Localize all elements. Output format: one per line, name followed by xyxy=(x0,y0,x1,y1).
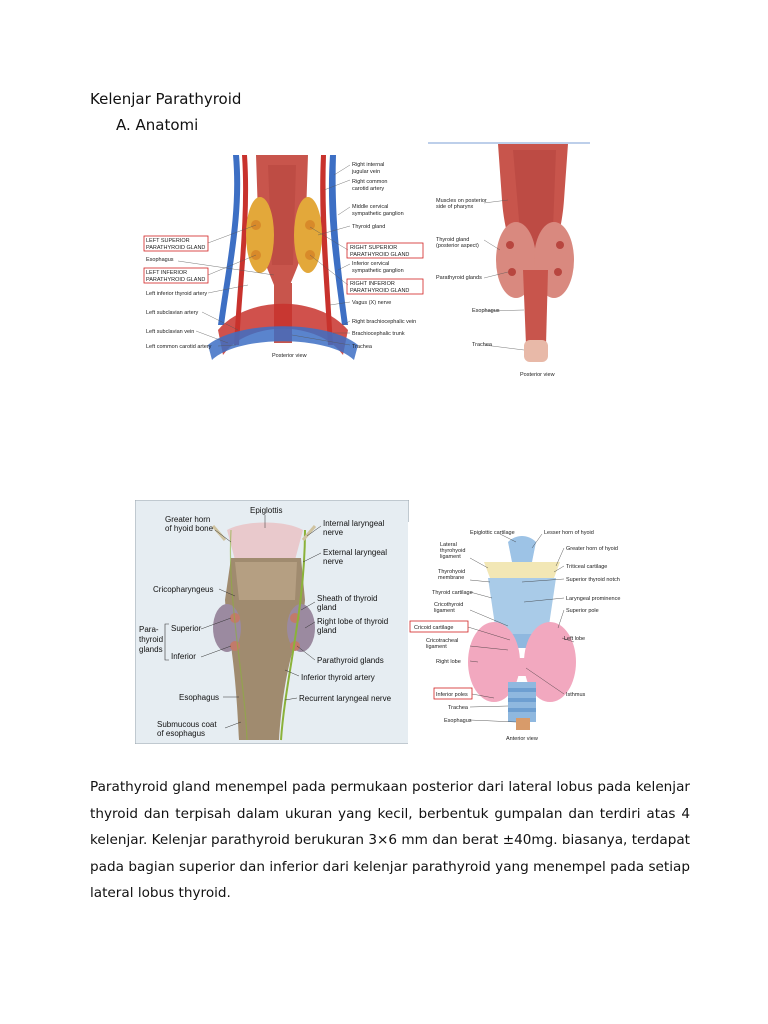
label: (posterior aspect) xyxy=(436,243,479,249)
label: Thyrohyoid xyxy=(438,569,466,575)
label: sympathetic ganglion xyxy=(352,211,404,217)
label: Trachea xyxy=(472,342,492,348)
label: gland xyxy=(317,626,337,635)
label: Right common xyxy=(352,179,388,185)
label: Left subclavian vein xyxy=(146,329,195,335)
figure-posterior-pharynx xyxy=(428,140,590,380)
label: Trachea xyxy=(352,344,372,350)
label: Parathyroid glands xyxy=(317,656,384,665)
label: Brachiocephalic trunk xyxy=(352,331,405,337)
label: Greater horn of hyoid xyxy=(566,546,618,552)
label: Inferior cervical xyxy=(352,261,390,267)
label: Thyroid gland xyxy=(436,237,470,243)
label: LEFT SUPERIOR xyxy=(146,238,190,244)
label: gland xyxy=(317,603,337,612)
label: Esophagus xyxy=(444,718,472,724)
label: nerve xyxy=(323,528,344,537)
label: RIGHT INFERIOR xyxy=(350,281,395,287)
label: RIGHT SUPERIOR xyxy=(350,245,398,251)
label: Right lobe of thyroid xyxy=(317,617,389,626)
label: sympathetic ganglion xyxy=(352,268,404,274)
label: Superior thyroid notch xyxy=(566,577,620,583)
label: Inferior xyxy=(171,652,196,661)
label: Inferior poles xyxy=(436,692,468,698)
label: Right brachiocephalic vein xyxy=(352,319,417,325)
label: thyrohyoid xyxy=(440,548,466,554)
label: Laryngeal prominence xyxy=(566,596,621,602)
label: Cricoid cartilage xyxy=(414,625,454,631)
label: Cricotracheal xyxy=(426,638,459,644)
figure-parathyroid-esophagus xyxy=(135,500,409,744)
label: PARATHYROID GLAND xyxy=(146,277,206,283)
label: Superior xyxy=(171,624,202,633)
label: membrane xyxy=(438,575,465,581)
label: Esophagus xyxy=(472,308,500,314)
label: carotid artery xyxy=(352,186,385,192)
label: Epiglottic cartilage xyxy=(470,530,515,536)
label: ligament xyxy=(440,554,461,560)
label: Submucous coat xyxy=(157,720,217,729)
label: ligament xyxy=(434,608,455,614)
label: PARATHYROID GLAND xyxy=(350,252,410,258)
label: External laryngeal xyxy=(323,548,388,557)
label: Middle cervical xyxy=(352,204,389,210)
label: Recurrent laryngeal nerve xyxy=(299,694,392,703)
figure-posterior-neck xyxy=(138,155,426,370)
label: Inferior thyroid artery xyxy=(301,673,375,682)
label: Thyroid cartilage xyxy=(432,590,473,596)
label: ligament xyxy=(426,644,447,650)
label: glands xyxy=(139,645,163,654)
label: Esophagus xyxy=(179,693,220,702)
label: Epiglottis xyxy=(250,506,283,515)
label: PARATHYROID GLAND xyxy=(350,288,410,294)
caption: Posterior view xyxy=(272,353,307,359)
label: Right lobe xyxy=(436,659,461,665)
label: Left common carotid artery xyxy=(146,344,212,350)
label: Vagus (X) nerve xyxy=(352,300,392,306)
label: Parathyroid glands xyxy=(436,275,482,281)
label: Lesser horn of hyoid xyxy=(544,530,594,536)
caption: Posterior view xyxy=(520,372,555,378)
label: PARATHYROID GLAND xyxy=(146,245,206,251)
section-heading: A. Anatomi xyxy=(116,116,199,134)
label: Thyroid gland xyxy=(352,224,386,230)
label: Internal laryngeal xyxy=(323,519,385,528)
label: Greater horn xyxy=(165,515,211,524)
caption: Anterior view xyxy=(506,736,538,742)
label: Sheath of thyroid xyxy=(317,594,378,603)
label: LEFT INFERIOR xyxy=(146,270,188,276)
label: Muscles on posterior xyxy=(436,198,487,204)
label: Right internal xyxy=(352,162,385,168)
figure-anterior-thyroid xyxy=(408,522,644,744)
label: Para- xyxy=(139,625,159,634)
label: Left subclavian artery xyxy=(146,310,199,316)
label: Esophagus xyxy=(146,257,174,263)
label: Cricopharyngeus xyxy=(153,585,214,594)
body-paragraph: Parathyroid gland menempel pada permukaan posterior dari lateral lobus pada kelenjar thyroid dan terpisah dalam ukuran yang kecil, berbentuk gumpalan dan terdiri atas 4 kelenjar. Kelenjar parathyroid berukuran 3×6 mm dan berat ±40mg. biasanya, terdapat pada bagian superior dan inferior dari kelenjar parathyroid yang menempel pada setiap lateral lobus thyroid. xyxy=(90,779,690,901)
label: of hyoid bone xyxy=(165,524,214,533)
page-heading: Kelenjar Parathyroid xyxy=(90,90,242,108)
label: of esophagus xyxy=(157,729,206,738)
label: nerve xyxy=(323,557,344,566)
label: Left lobe xyxy=(564,636,586,642)
label: side of pharynx xyxy=(436,204,474,210)
label: Left inferior thyroid artery xyxy=(146,291,208,297)
label: Isthmus xyxy=(566,692,586,698)
label: Lateral xyxy=(440,542,457,548)
label: jugular vein xyxy=(352,169,381,175)
label: Cricothyroid xyxy=(434,602,464,608)
label: Trachea xyxy=(448,705,468,711)
label: Superior pole xyxy=(566,608,599,614)
label: thyroid xyxy=(139,635,164,644)
label: Triticeal cartilage xyxy=(566,564,608,570)
